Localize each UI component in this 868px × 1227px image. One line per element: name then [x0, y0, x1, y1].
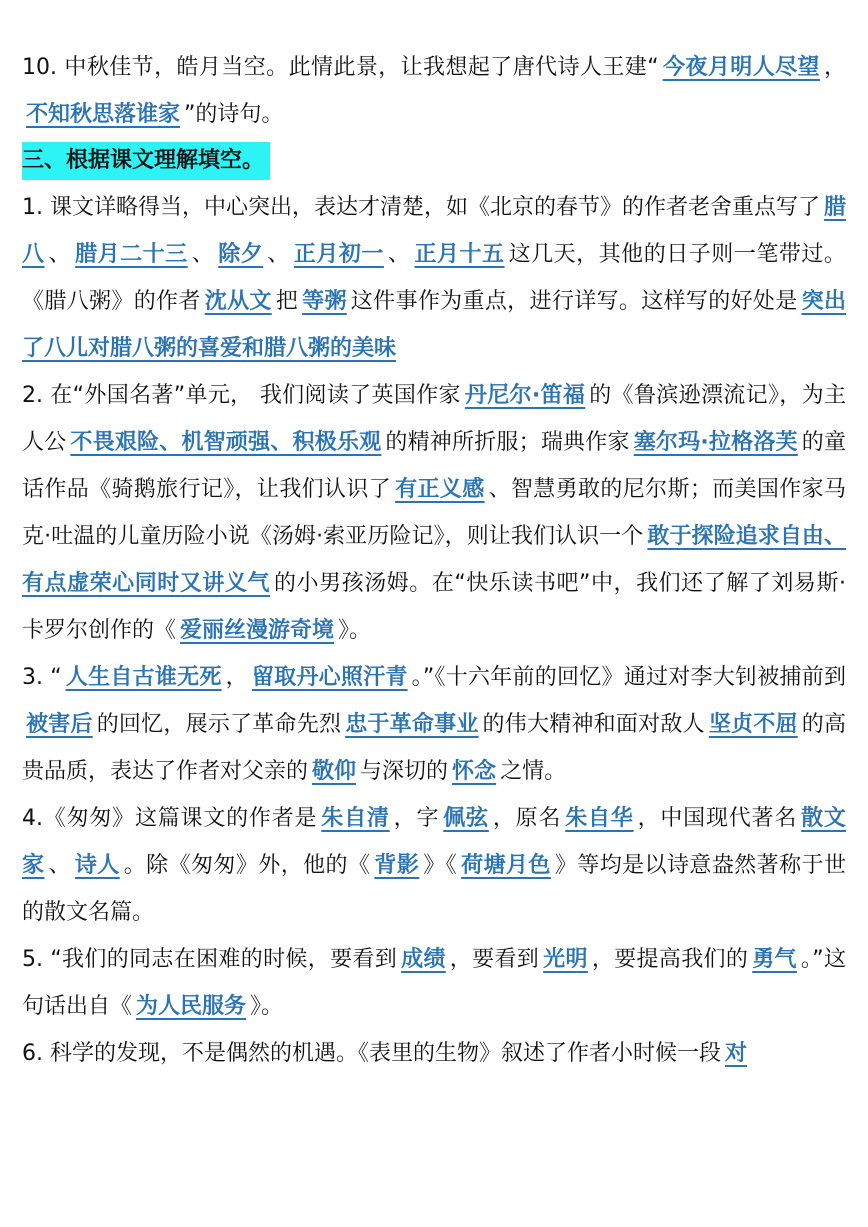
- answer-blank: 不畏艰险、机智顽强、积极乐观: [70, 430, 382, 455]
- answer-blank: 敬仰: [312, 759, 357, 784]
- text-run: 》等均是以诗意盎然著称于世的散文名篇。: [22, 853, 846, 925]
- answer-blank: 突出了八儿对腊八粥的喜爱和腊八粥的美味: [22, 289, 846, 361]
- answer-blank: 除夕: [218, 242, 264, 267]
- answer-blank: 被害后: [26, 712, 93, 737]
- answer-blank: 为人民服务: [136, 994, 247, 1019]
- answer-blank: 腊八: [22, 195, 847, 267]
- answer-blank: 勇气: [752, 947, 797, 972]
- answer-blank: 光明: [543, 947, 588, 972]
- answer-blank: 等粥: [302, 289, 347, 314]
- text-run: 的精神所折服；瑞典作家: [385, 430, 630, 455]
- text-run: 、: [48, 853, 71, 878]
- text-run: 与深切的: [360, 759, 449, 784]
- text-run: 6. 科学的发现，不是偶然的机遇。《表里的生物》叙述了作者小时候一段: [22, 1041, 721, 1066]
- text-run: ，原名: [492, 806, 562, 831]
- text-run: 的童话作品《骑鹅旅行记》，让我们认识了: [22, 430, 846, 502]
- answer-blank: 敢于探险追求自由、有点虚荣心同时又讲义气: [22, 524, 846, 596]
- answer-blank: 人生自古谁无死: [65, 665, 222, 690]
- paragraph-0: [22, 0, 846, 138]
- answer-blank: 不知秋思落谁家: [26, 102, 181, 127]
- answer-blank: 丹尼尔·笛福: [464, 383, 586, 408]
- text-run: 、: [387, 242, 411, 267]
- answer-blank: 佩弦: [443, 806, 489, 831]
- text-run: 1. 课文详略得当，中心突出，表达才清楚，如《北京的春节》的作者老舍重点写了: [22, 195, 820, 220]
- text-run: ，要提高我们的: [591, 947, 749, 972]
- answer-blank: 怀念: [452, 759, 497, 784]
- answer-blank: 忠于革命事业: [345, 712, 479, 737]
- text-run: ”的诗句。: [184, 102, 284, 127]
- paragraph-7: [22, 1030, 846, 1077]
- text-run: 这件事作为重点，进行详写。这样写的好处是: [350, 289, 798, 314]
- text-run: 、: [48, 242, 72, 267]
- answer-blank: 今夜月明人尽望: [662, 55, 820, 80]
- answer-blank: 塞尔玛·拉格洛芙: [633, 430, 798, 455]
- text-run: 》。: [250, 994, 284, 1019]
- answer-blank: 留取丹心照汗青: [251, 665, 408, 690]
- text-run: 。”《十六年前的回忆》通过对李大钊被捕前到: [411, 665, 846, 690]
- answer-blank: 朱自华: [565, 806, 634, 831]
- paragraph-2: [22, 184, 846, 372]
- text-run: 之情。: [500, 759, 567, 784]
- answer-blank: 腊月二十三: [75, 242, 188, 267]
- text-run: 、: [191, 242, 215, 267]
- answer-blank: 背影: [374, 853, 420, 878]
- text-run: 的《鲁滨逊漂流记》，为主人公: [22, 383, 846, 455]
- text-run: ，要看到: [449, 947, 540, 972]
- answer-blank: 沈从文: [204, 289, 272, 314]
- text-run: 的回忆，展示了革命先烈: [96, 712, 342, 737]
- text-run: 把: [275, 289, 299, 314]
- text-run: 的伟大精神和面对敌人: [482, 712, 705, 737]
- text-run: 10. 中秋佳节，皓月当空。此情此景，让我想起了唐代诗人王建“: [22, 55, 659, 80]
- text-run: 2. 在“外国名著”单元， 我们阅读了英国作家: [22, 383, 461, 408]
- section-heading-wrap: [22, 138, 846, 184]
- answer-blank: 成绩: [401, 947, 446, 972]
- text-run: ，字: [393, 806, 440, 831]
- answer-blank: 正月十五: [414, 242, 505, 267]
- paragraph-6: [22, 936, 846, 1030]
- answer-blank: 坚贞不屈: [708, 712, 798, 737]
- paragraph-4: [22, 654, 846, 795]
- answer-blank: 朱自清: [321, 806, 390, 831]
- text-run: 4.《匆匆》这篇课文的作者是: [22, 806, 318, 831]
- text-run: 的高贵品质，表达了作者对父亲的: [22, 712, 846, 784]
- answer-blank: 对: [725, 1041, 748, 1066]
- answer-blank: 正月初一: [293, 242, 384, 267]
- text-run: 、: [267, 242, 290, 267]
- answer-blank: 散文家: [22, 806, 846, 878]
- paragraph-3: [22, 372, 846, 654]
- text-run: 》。: [338, 618, 372, 643]
- text-run: 、智慧勇敢的尼尔斯；而美国作家马克·吐温的儿童历险小说《汤姆·索亚历险记》，则让我们认识一个: [22, 477, 846, 549]
- paragraph-5: [22, 795, 846, 936]
- text-run: 3. “: [22, 665, 62, 690]
- text-run: 。”这句话出自《: [22, 947, 846, 1019]
- text-run: 的小男孩汤姆。在“快乐读书吧”中，我们还了解了刘易斯·卡罗尔创作的《: [22, 571, 846, 643]
- section-heading: 三、根据课文理解填空。: [22, 142, 270, 180]
- text-run: 》《: [423, 853, 458, 878]
- text-run: ，中国现代著名: [637, 806, 798, 831]
- text-run: 5. “我们的同志在困难的时候，要看到: [22, 947, 398, 972]
- answer-blank: 有正义感: [395, 477, 485, 502]
- text-run: ，: [823, 55, 846, 80]
- text-run: ，: [225, 665, 248, 690]
- answer-blank: 荷塘月色: [461, 853, 551, 878]
- answer-blank: 诗人: [74, 853, 120, 878]
- answer-blank: 爱丽丝漫游奇境: [180, 618, 335, 643]
- text-run: 这几天，其他的日子则一笔带过。《腊八粥》的作者: [22, 242, 846, 314]
- text-run: 。除《匆匆》外，他的《: [123, 853, 371, 878]
